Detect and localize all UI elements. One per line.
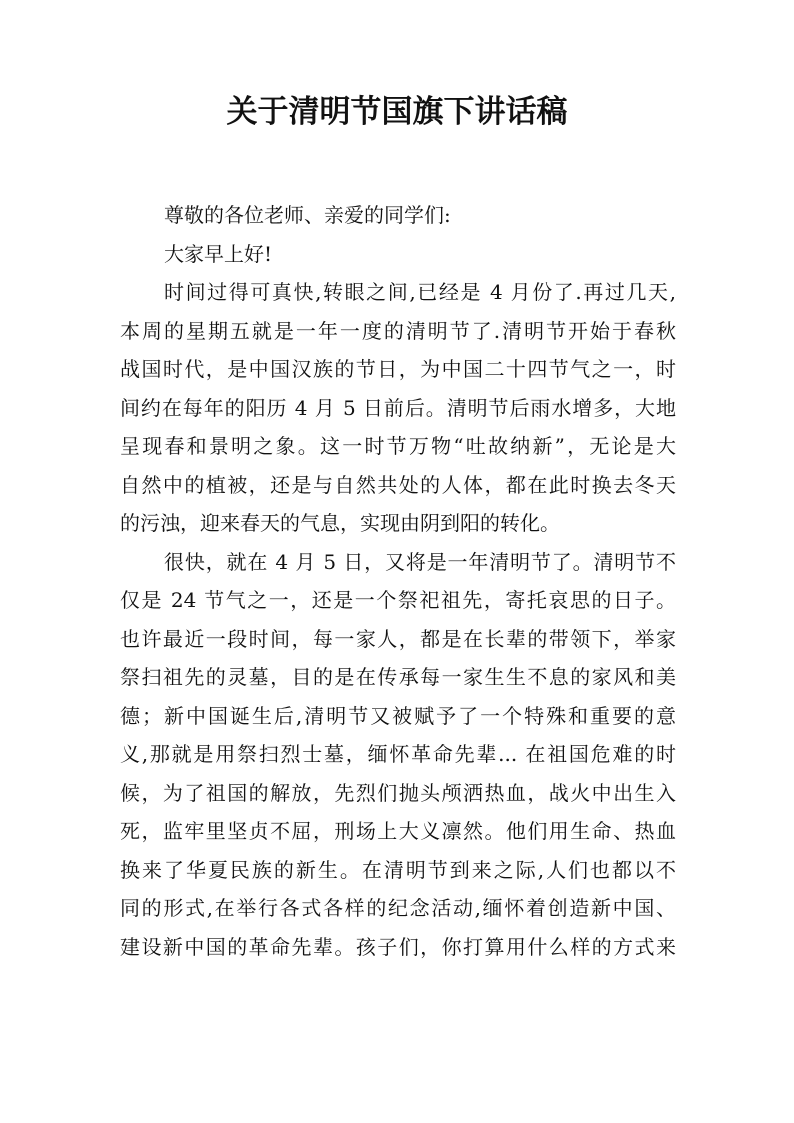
paragraph-line: 候，为了祖国的解放，先烈们抛头颅洒热血，战火中出生入 xyxy=(120,780,676,805)
paragraph-line: 义,那就是用祭扫烈士墓，缅怀革命先辈... 在祖国危难的时 xyxy=(120,742,676,766)
paragraph-line: 仅是 24 节气之一，还是一个祭祀祖先，寄托哀思的日子。 xyxy=(120,588,676,612)
paragraph-line: 祭扫祖先的灵墓，目的是在传承每一家生生不息的家风和美 xyxy=(120,665,676,689)
document-title: 关于清明节国旗下讲话稿 xyxy=(226,94,568,130)
paragraph-line: 换来了华夏民族的新生。在清明节到来之际,人们也都以不 xyxy=(120,857,676,882)
paragraph-line: 建设新中国的革命先辈。孩子们，你打算用什么样的方式来 xyxy=(120,934,676,959)
paragraph-line: 呈现春和景明之象。这一时节万物“吐故纳新”，无论是大 xyxy=(120,434,676,458)
paragraph-line: 本周的星期五就是一年一度的清明节了.清明节开始于春秋 xyxy=(120,318,676,343)
salutation-line: 尊敬的各位老师、亲爱的同学们: xyxy=(164,203,451,227)
paragraph-line: 很快，就在 4 月 5 日，又将是一年清明节了。清明节不 xyxy=(164,549,676,574)
paragraph-line: 间约在每年的阳历 4 月 5 日前后。清明节后雨水增多，大地 xyxy=(120,395,676,420)
paragraph-line: 时间过得可真快,转眼之间,已经是 4 月份了.再过几天, xyxy=(164,280,676,304)
paragraph-line: 自然中的植被，还是与自然共处的人体，都在此时换去冬天 xyxy=(120,472,676,497)
document-body xyxy=(120,196,676,966)
paragraph-line: 也许最近一段时间，每一家人，都是在长辈的带领下，举家 xyxy=(120,626,676,651)
paragraph-line: 的污浊，迎来春天的气息，实现由阴到阳的转化。 xyxy=(120,511,560,535)
greeting-line: 大家早上好! xyxy=(164,241,273,266)
paragraph-line: 德；新中国诞生后,清明节又被赋予了一个特殊和重要的意 xyxy=(120,703,676,728)
paragraph-line: 死，监牢里坚贞不屈，刑场上大义凛然。他们用生命、热血 xyxy=(120,819,676,843)
paragraph-line: 战国时代，是中国汉族的节日，为中国二十四节气之一，时 xyxy=(120,357,676,381)
paragraph-line: 同的形式,在举行各式各样的纪念活动,缅怀着创造新中国、 xyxy=(120,896,676,920)
